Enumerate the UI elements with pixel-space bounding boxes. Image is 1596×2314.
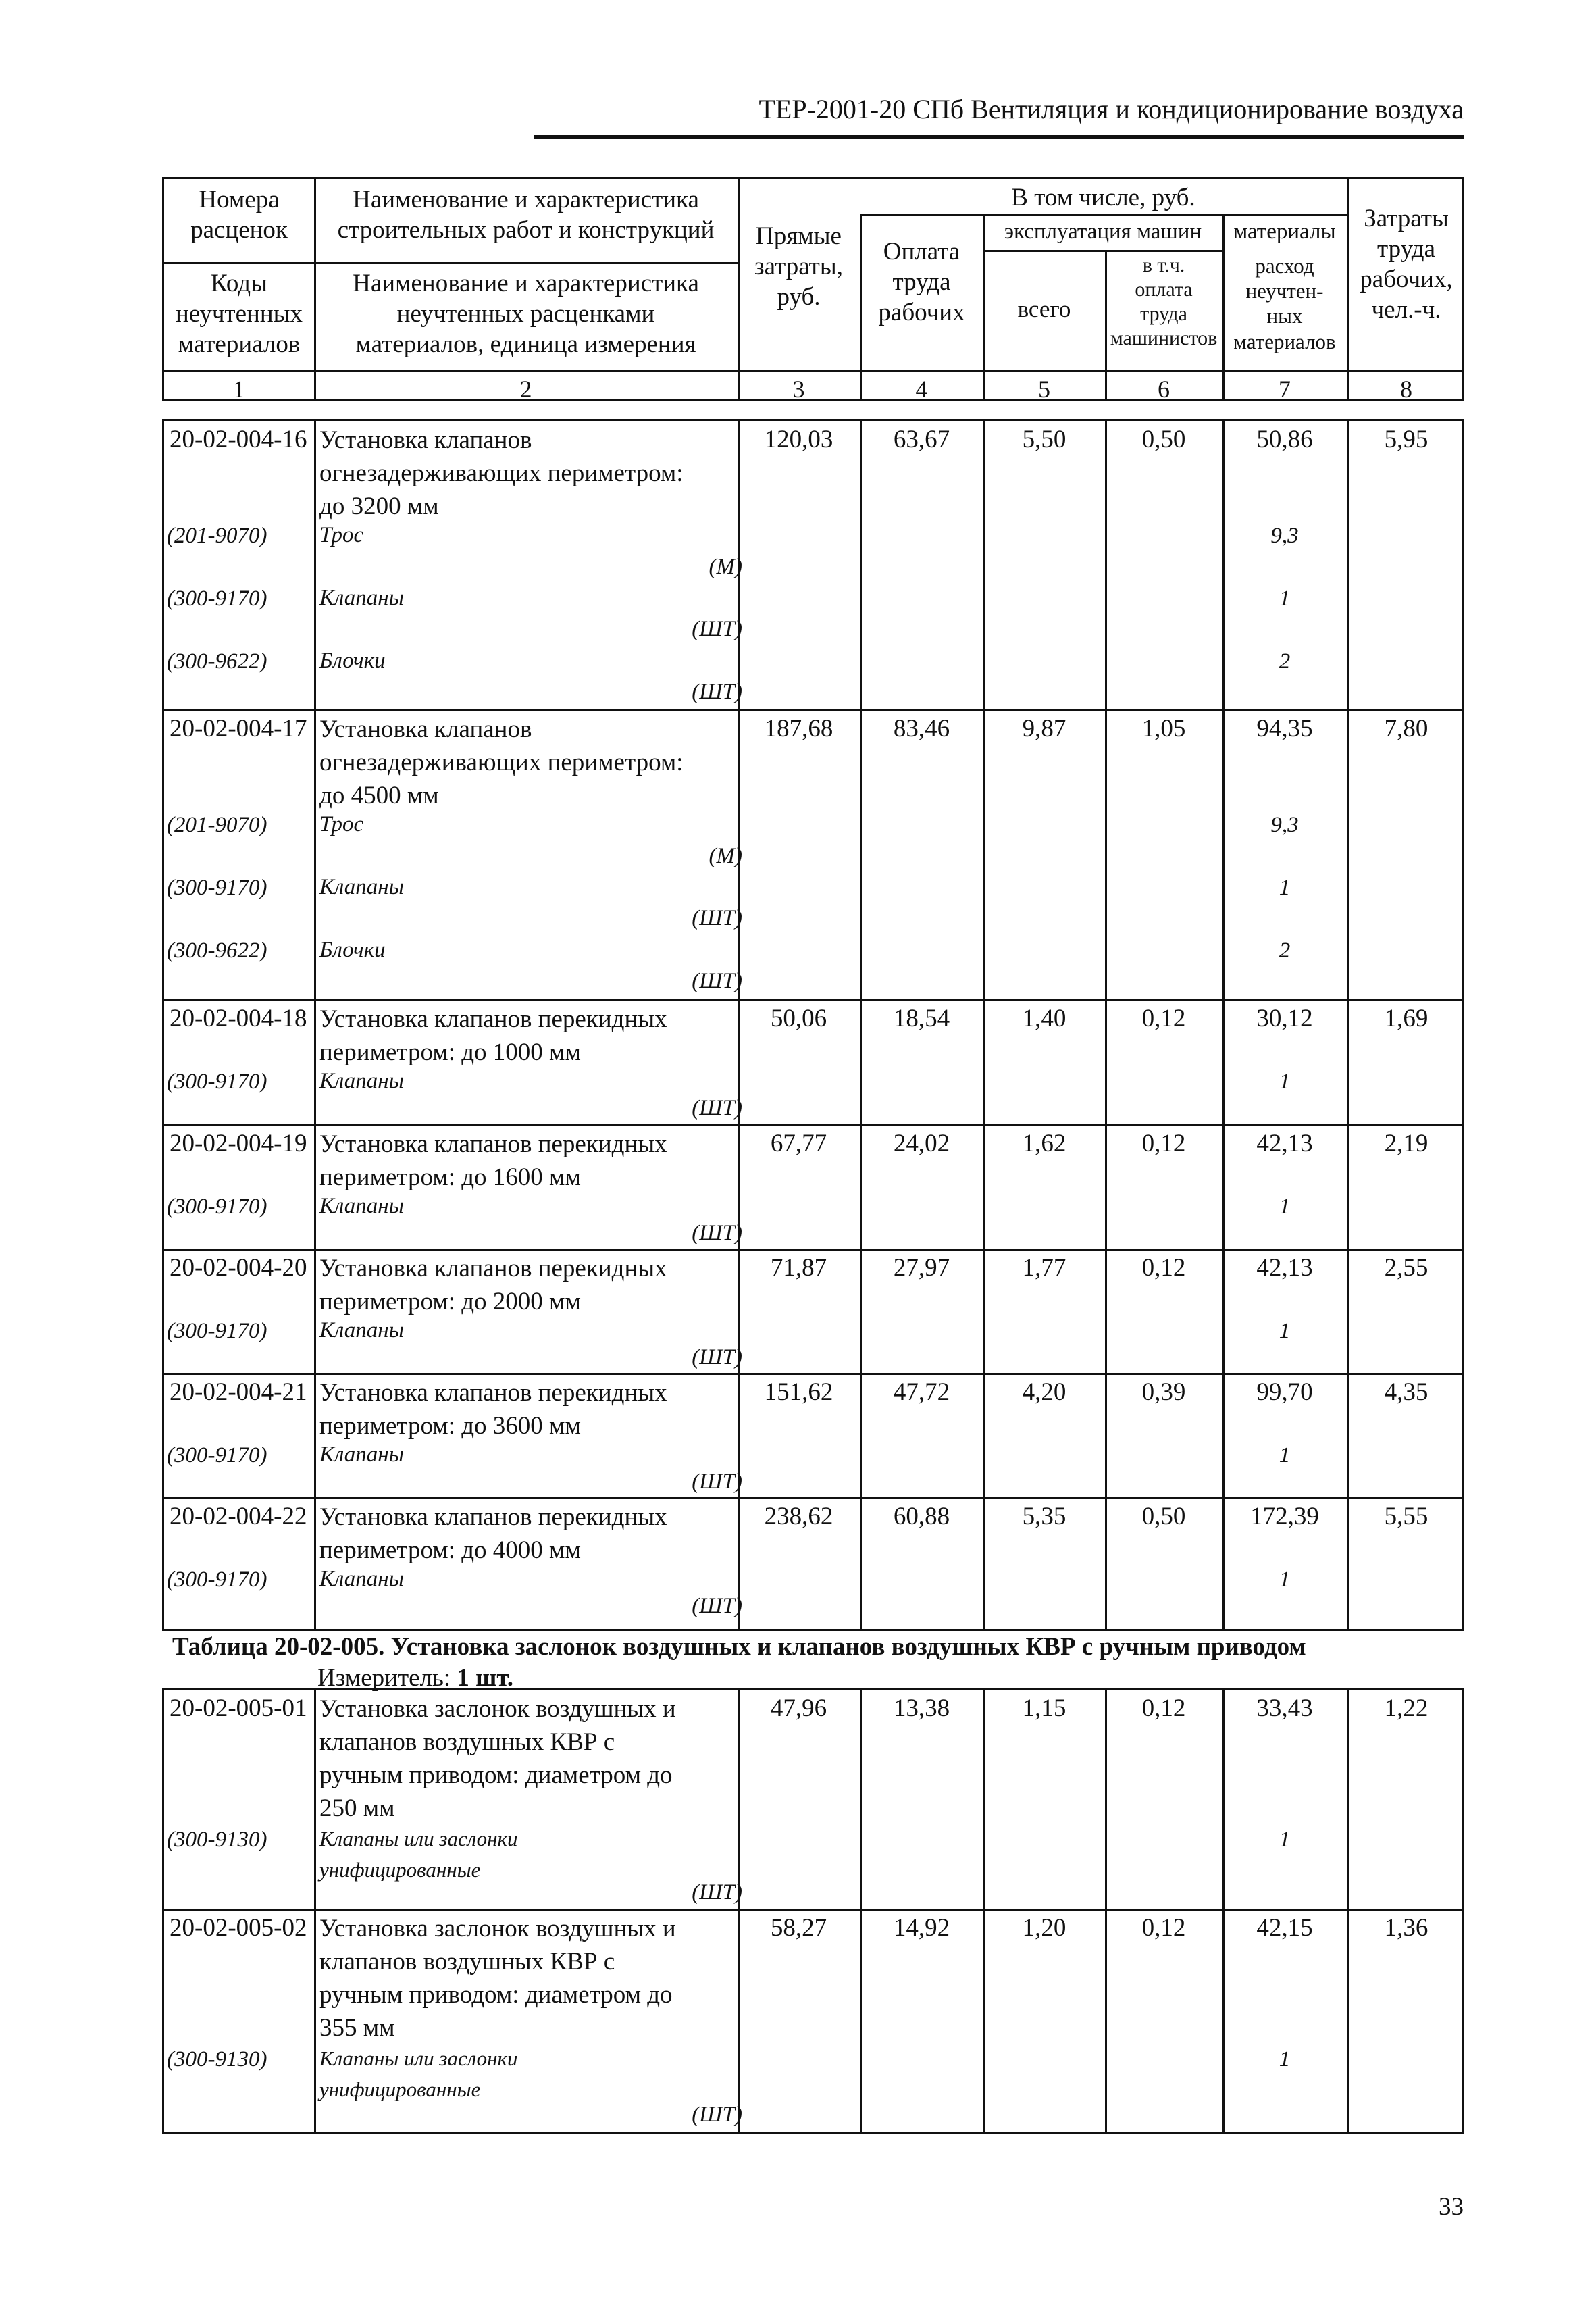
material-qty: 1 xyxy=(1279,1828,1291,1852)
material-qty: 1 xyxy=(1279,876,1291,900)
labor-cost: 63,67 xyxy=(893,426,950,453)
material-unit: (ШТ) xyxy=(692,969,742,993)
operators-cost: 0,12 xyxy=(1141,1694,1186,1722)
material-code: (300-9170) xyxy=(167,1443,267,1467)
material-qty: 1 xyxy=(1279,1194,1291,1219)
labor-cost: 27,97 xyxy=(893,1254,950,1282)
direct-cost: 238,62 xyxy=(764,1503,833,1530)
materials-cost: 30,12 xyxy=(1256,1005,1313,1032)
labor-hours: 1,22 xyxy=(1384,1694,1428,1722)
material-name: Клапаны xyxy=(319,586,404,610)
header-c1-bottom: Коды неучтенных материалов xyxy=(176,270,303,359)
material-code: (300-9130) xyxy=(167,2047,267,2071)
material-code: (201-9070) xyxy=(167,813,267,837)
work-name: Установка клапанов перекидных периметром: до 2000 мм xyxy=(319,1255,667,1315)
material-unit: (ШТ) xyxy=(692,2103,742,2127)
material-name: Клапаны xyxy=(319,1567,404,1591)
material-unit: (ШТ) xyxy=(692,906,742,930)
materials-cost: 50,86 xyxy=(1256,426,1313,453)
rates-table-20-02-005 xyxy=(162,1688,1464,2134)
material-qty: 1 xyxy=(1279,1567,1291,1592)
work-name: Установка клапанов перекидных периметром: до 3600 мм xyxy=(319,1379,667,1440)
operators-cost: 0,12 xyxy=(1141,1914,1186,1942)
rate-code: 20-02-004-16 xyxy=(170,426,307,453)
machines-cost: 1,15 xyxy=(1022,1694,1066,1722)
header-rule xyxy=(534,135,1464,139)
header-c7: расход неучтен- ных материалов xyxy=(1233,254,1336,353)
material-code: (300-9170) xyxy=(167,1194,267,1219)
direct-cost: 71,87 xyxy=(770,1254,827,1282)
machines-cost: 4,20 xyxy=(1022,1378,1066,1406)
material-code: (300-9130) xyxy=(167,1828,267,1852)
labor-hours: 1,36 xyxy=(1384,1914,1428,1942)
labor-hours: 7,80 xyxy=(1384,715,1428,743)
labor-hours: 1,69 xyxy=(1384,1005,1428,1032)
col-number-5: 5 xyxy=(1038,376,1050,403)
header-machines: эксплуатация машин xyxy=(1004,220,1202,244)
material-name: Клапаны или заслонки унифицированные xyxy=(319,1827,518,1882)
labor-hours: 2,19 xyxy=(1384,1130,1428,1157)
material-unit: (ШТ) xyxy=(692,1469,742,1494)
materials-cost: 99,70 xyxy=(1256,1378,1313,1406)
machines-cost: 1,20 xyxy=(1022,1914,1066,1942)
material-code: (300-9622) xyxy=(167,938,267,963)
direct-cost: 47,96 xyxy=(770,1694,827,1722)
labor-cost: 13,38 xyxy=(893,1694,950,1722)
rate-code: 20-02-004-17 xyxy=(170,715,307,743)
material-name: Клапаны xyxy=(319,1069,404,1093)
rate-code: 20-02-004-18 xyxy=(170,1005,307,1032)
material-name: Клапаны xyxy=(319,1442,404,1467)
work-name: Установка клапанов перекидных периметром: до 1600 мм xyxy=(319,1130,667,1191)
labor-hours: 4,35 xyxy=(1384,1378,1428,1406)
header-c6: в т.ч. оплата труда машинистов xyxy=(1110,254,1218,349)
material-name: Трос xyxy=(319,812,364,836)
operators-cost: 0,50 xyxy=(1141,1503,1186,1530)
rate-code: 20-02-005-02 xyxy=(170,1914,307,1942)
material-code: (300-9170) xyxy=(167,1567,267,1592)
material-qty: 1 xyxy=(1279,1319,1291,1343)
measure-unit: Измеритель: 1 шт. xyxy=(317,1664,514,1692)
material-qty: 1 xyxy=(1279,1070,1291,1094)
material-unit: (М) xyxy=(709,555,742,579)
page-number: 33 xyxy=(1439,2193,1464,2221)
page-header-title: ТЕР-2001-20 СПб Вентиляция и кондиционирование воздуха xyxy=(758,94,1464,124)
material-name: Клапаны или заслонки унифицированные xyxy=(319,2046,518,2101)
header-materials: материалы xyxy=(1233,220,1336,244)
material-qty: 9,3 xyxy=(1270,813,1299,837)
material-unit: (М) xyxy=(709,844,742,868)
material-unit: (ШТ) xyxy=(692,1880,742,1905)
work-name: Установка клапанов огнезадерживающих периметром: до 4500 мм xyxy=(319,715,684,809)
labor-hours: 5,95 xyxy=(1384,426,1428,453)
direct-cost: 151,62 xyxy=(764,1378,833,1406)
machines-cost: 5,50 xyxy=(1022,426,1066,453)
direct-cost: 187,68 xyxy=(764,715,833,743)
rate-code: 20-02-004-20 xyxy=(170,1254,307,1282)
material-qty: 2 xyxy=(1279,649,1291,674)
rate-code: 20-02-004-22 xyxy=(170,1503,307,1530)
operators-cost: 0,12 xyxy=(1141,1254,1186,1282)
material-name: Клапаны xyxy=(319,1194,404,1218)
labor-cost: 18,54 xyxy=(893,1005,950,1032)
col-number-1: 1 xyxy=(233,376,245,403)
rates-table-20-02-004 xyxy=(162,419,1464,1631)
direct-cost: 120,03 xyxy=(764,426,833,453)
material-code: (300-9170) xyxy=(167,876,267,900)
labor-cost: 60,88 xyxy=(893,1503,950,1530)
materials-cost: 94,35 xyxy=(1256,715,1313,743)
col-number-3: 3 xyxy=(792,376,805,403)
material-qty: 1 xyxy=(1279,586,1291,611)
material-name: Блочки xyxy=(319,938,386,962)
header-c1-top: Номера расценок xyxy=(190,186,288,245)
material-code: (300-9170) xyxy=(167,1070,267,1094)
table-caption: Таблица 20-02-005. Установка заслонок воздушных и клапанов воздушных КВР с ручным приводом xyxy=(172,1633,1306,1661)
labor-cost: 14,92 xyxy=(893,1914,950,1942)
col-number-6: 6 xyxy=(1158,376,1170,403)
header-c3: Прямые затраты, руб. xyxy=(754,222,843,311)
work-name: Установка заслонок воздушных и клапанов воздушных КВР с ручным приводом: диаметром до 355 мм xyxy=(319,1915,676,2042)
column-header-table xyxy=(162,177,1464,401)
materials-cost: 42,15 xyxy=(1256,1914,1313,1942)
machines-cost: 9,87 xyxy=(1022,715,1066,743)
material-unit: (ШТ) xyxy=(692,617,742,641)
material-code: (300-9170) xyxy=(167,586,267,611)
rate-code: 20-02-004-19 xyxy=(170,1130,307,1157)
work-name: Установка клапанов перекидных периметром: до 4000 мм xyxy=(319,1503,667,1564)
labor-cost: 24,02 xyxy=(893,1130,950,1157)
operators-cost: 0,12 xyxy=(1141,1005,1186,1032)
operators-cost: 0,39 xyxy=(1141,1378,1186,1406)
materials-cost: 42,13 xyxy=(1256,1254,1313,1282)
material-qty: 1 xyxy=(1279,2047,1291,2071)
labor-hours: 2,55 xyxy=(1384,1254,1428,1282)
material-name: Клапаны xyxy=(319,875,404,899)
materials-cost: 33,43 xyxy=(1256,1694,1313,1722)
material-name: Блочки xyxy=(319,649,386,673)
labor-cost: 47,72 xyxy=(893,1378,950,1406)
machines-cost: 1,77 xyxy=(1022,1254,1066,1282)
material-code: (201-9070) xyxy=(167,524,267,548)
col-number-2: 2 xyxy=(519,376,532,403)
header-c2-top: Наименование и характеристика строительных работ и конструкций xyxy=(337,186,715,245)
machines-cost: 1,62 xyxy=(1022,1130,1066,1157)
direct-cost: 67,77 xyxy=(770,1130,827,1157)
material-qty: 2 xyxy=(1279,938,1291,963)
material-qty: 9,3 xyxy=(1270,524,1299,548)
rate-code: 20-02-004-21 xyxy=(170,1378,307,1406)
material-unit: (ШТ) xyxy=(692,1345,742,1369)
rate-code: 20-02-005-01 xyxy=(170,1694,307,1722)
header-c4: Оплата труда рабочих xyxy=(878,238,965,327)
operators-cost: 1,05 xyxy=(1141,715,1186,743)
col-number-7: 7 xyxy=(1279,376,1291,403)
direct-cost: 58,27 xyxy=(770,1914,827,1942)
material-unit: (ШТ) xyxy=(692,1594,742,1618)
material-unit: (ШТ) xyxy=(692,1096,742,1120)
material-qty: 1 xyxy=(1279,1443,1291,1467)
labor-cost: 83,46 xyxy=(893,715,950,743)
material-unit: (ШТ) xyxy=(692,680,742,704)
col-number-8: 8 xyxy=(1400,376,1412,403)
machines-cost: 5,35 xyxy=(1022,1503,1066,1530)
material-code: (300-9622) xyxy=(167,649,267,674)
operators-cost: 0,12 xyxy=(1141,1130,1186,1157)
header-group: В том числе, руб. xyxy=(1011,184,1195,211)
header-c5: всего xyxy=(1017,296,1071,322)
materials-cost: 42,13 xyxy=(1256,1130,1313,1157)
work-name: Установка заслонок воздушных и клапанов воздушных КВР с ручным приводом: диаметром до 250 мм xyxy=(319,1695,676,1822)
direct-cost: 50,06 xyxy=(770,1005,827,1032)
labor-hours: 5,55 xyxy=(1384,1503,1428,1530)
work-name: Установка клапанов перекидных периметром: до 1000 мм xyxy=(319,1005,667,1066)
material-name: Клапаны xyxy=(319,1318,404,1342)
header-c2-bottom: Наименование и характеристика неучтенных расценками материалов, единица измерения xyxy=(353,270,699,359)
operators-cost: 0,50 xyxy=(1141,426,1186,453)
material-unit: (ШТ) xyxy=(692,1221,742,1245)
material-code: (300-9170) xyxy=(167,1319,267,1343)
machines-cost: 1,40 xyxy=(1022,1005,1066,1032)
material-name: Трос xyxy=(319,523,364,547)
work-name: Установка клапанов огнезадерживающих периметром: до 3200 мм xyxy=(319,426,684,520)
materials-cost: 172,39 xyxy=(1250,1503,1319,1530)
header-c8: Затраты труда рабочих, чел.-ч. xyxy=(1360,205,1453,324)
col-number-4: 4 xyxy=(915,376,928,403)
